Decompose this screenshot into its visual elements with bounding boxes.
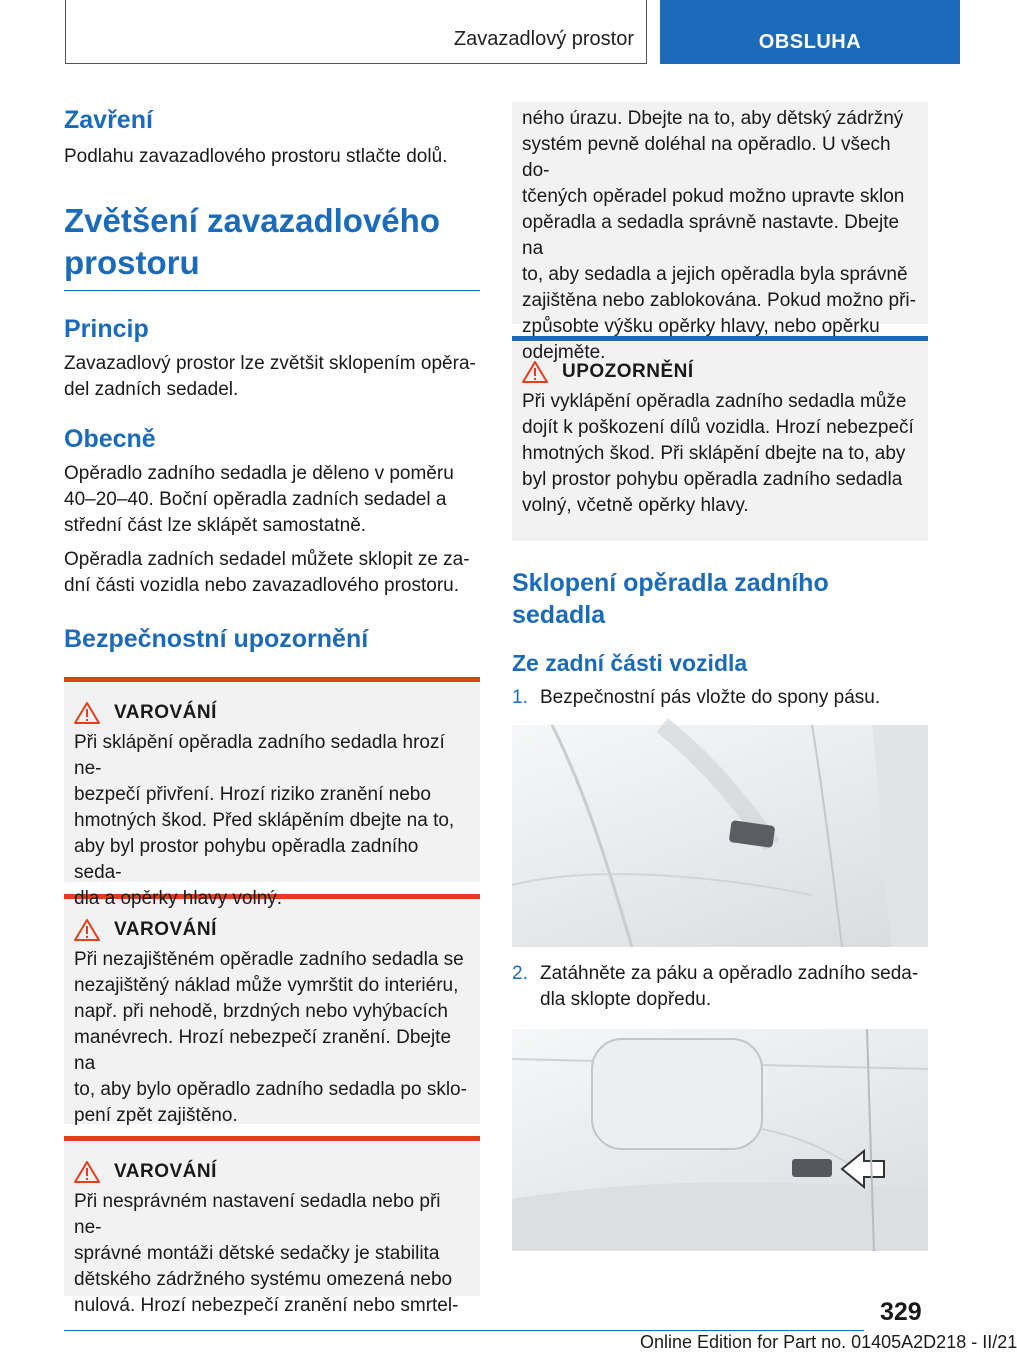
step-text: Bezpečnostní pás vložte do spony pásu.: [540, 687, 881, 708]
arrow-left-icon: [842, 1151, 884, 1187]
general-text-line: střední část lze sklápět samostatně.: [64, 515, 367, 536]
seat-belt-image: [512, 725, 928, 947]
closing-heading: Zavření: [64, 106, 153, 134]
warning-line: Při nezajištěném opěradle zadního sedadla se: [74, 949, 464, 970]
general-text-line: dní části vozidla nebo zavazadlového prostoru.: [64, 575, 460, 596]
warning-title-text: VAROVÁNÍ: [114, 919, 217, 940]
main-heading-line2: prostoru: [64, 244, 200, 281]
principle-text-line: Zavazadlový prostor lze zvětšit sklopením opěra-: [64, 353, 476, 374]
fold-heading-line: sedadla: [512, 601, 606, 629]
general-paragraph-1: [64, 461, 480, 539]
step-text-line: dla sklopte dopředu.: [540, 989, 712, 1010]
warning-line: to, aby bylo opěradlo zadního sedadla po sklo-: [74, 1079, 467, 1100]
warning-line: zajištěna nebo zablokována. Pokud možno při-: [522, 290, 916, 311]
warning-line: Při nesprávném nastavení sedadla nebo při ne-: [74, 1191, 441, 1238]
warning-line: systém pevně doléhal na opěradlo. U všech do-: [522, 134, 891, 181]
seat-lever-illustration: [512, 1029, 928, 1251]
notice-title-text: UPOZORNĚNÍ: [562, 361, 694, 382]
safety-heading: Bezpečnostní upozornění: [64, 625, 369, 653]
fold-heading: [512, 567, 928, 631]
principle-text: [64, 351, 480, 403]
notice-line: volný, včetně opěrky hlavy.: [522, 495, 749, 516]
caution-triangle-icon: [522, 361, 548, 383]
warning-continued-text: [522, 106, 918, 366]
seat-lever-image: [512, 1029, 928, 1251]
warning-line: Při sklápění opěradla zadního sedadla hrozí ne-: [74, 732, 445, 779]
warning-line: bezpečí přivření. Hrozí riziko zranění nebo: [74, 784, 431, 805]
general-text-line: Opěradlo zadního sedadla je děleno v poměru: [64, 463, 454, 484]
main-heading-line1: Zvětšení zavazadlového: [64, 202, 440, 239]
left-column: [64, 100, 480, 1316]
warning-line: opěradla a sedadla správně nastavte. Dbejte na: [522, 212, 900, 259]
warning-title: [74, 702, 470, 724]
warning-line: způsobte výšku opěrky hlavy, nebo opěrku: [522, 316, 880, 337]
warning-title: [74, 919, 470, 941]
warning-triangle-icon: [74, 1161, 100, 1183]
fold-heading-line: Sklopení opěradla zadního: [512, 569, 829, 597]
principle-heading: Princip: [64, 315, 149, 343]
general-text-line: 40–20–40. Boční opěradla zadních sedadel a: [64, 489, 447, 510]
notice-line: byl prostor pohybu opěradla zadního sedadla: [522, 469, 903, 490]
step-text-line: Zatáhněte za páku a opěradlo zadního seda-: [540, 963, 919, 984]
right-column: [512, 102, 928, 1251]
warning-line: dětského zádržného systému omezená nebo: [74, 1269, 453, 1290]
edition-text: Online Edition for Part no. 01405A2D218 - II/21: [640, 1332, 1017, 1352]
warning-line: ného úrazu. Dbejte na to, aby dětský zádržný: [522, 108, 904, 129]
step-number: 1.: [512, 687, 528, 708]
chapter-tab[interactable]: OBSLUHA: [660, 0, 960, 64]
warning-title: [74, 1161, 470, 1183]
notice-line: hmotných škod. Při sklápění dbejte na to, aby: [522, 443, 906, 464]
footer-rule: [64, 1330, 864, 1331]
rear-heading: Ze zadní části vozidla: [512, 650, 748, 676]
warning-box: [64, 1136, 480, 1316]
header-box: [65, 0, 647, 64]
heading-rule: [64, 290, 480, 291]
notice-box: [512, 336, 928, 541]
step-number: 2.: [512, 963, 528, 984]
warning-line: to, aby sedadla a jejich opěradla byla správně: [522, 264, 908, 285]
step-1: [512, 685, 928, 711]
warning-continued: [512, 102, 928, 363]
warning-line: např. při nehodě, brzdných nebo vyhýbacích: [74, 1001, 448, 1022]
page-number: 329: [880, 1298, 922, 1326]
warning-line: tčených opěradel pokud možno upravte sklon: [522, 186, 905, 207]
closing-text: Podlahu zavazadlového prostoru stlačte dolů.: [64, 146, 448, 167]
warning-line: dla a opěrky hlavy volný.: [74, 888, 283, 909]
principle-text-line: del zadních sedadel.: [64, 379, 239, 400]
warning-text: [74, 730, 470, 912]
main-heading: [64, 200, 480, 284]
step-text: [540, 961, 918, 1013]
warning-triangle-icon: [74, 919, 100, 941]
step-2: [512, 961, 928, 1013]
notice-text: [522, 389, 918, 519]
warning-triangle-icon: [74, 702, 100, 724]
section-title: Zavazadlový prostor: [453, 28, 634, 50]
general-paragraph-2: [64, 547, 480, 599]
notice-line: dojít k poškození dílů vozidla. Hrozí nebezpečí: [522, 417, 914, 438]
seat-belt-illustration: [512, 725, 928, 947]
warning-line: pení zpět zajištěno.: [74, 1105, 238, 1126]
warning-line: nezajištěný náklad může vymrštit do interiéru,: [74, 975, 459, 996]
warning-title-text: VAROVÁNÍ: [114, 1161, 217, 1182]
warning-line: správné montáži dětské sedačky je stabilita: [74, 1243, 440, 1264]
notice-title: [522, 361, 918, 383]
warning-line: manévrech. Hrozí nebezpečí zranění. Dbejte na: [74, 1027, 452, 1074]
warning-box: [64, 677, 480, 909]
general-text-line: Opěradla zadních sedadel můžete sklopit ze za-: [64, 549, 470, 570]
warning-text: [74, 947, 470, 1129]
warning-title-text: VAROVÁNÍ: [114, 702, 217, 723]
warning-line: odejměte.: [522, 342, 606, 363]
warning-text: [74, 1189, 470, 1319]
warning-line: aby byl prostor pohybu opěradla zadního seda-: [74, 836, 419, 883]
notice-line: Při vyklápění opěradla zadního sedadla může: [522, 391, 907, 412]
warning-line: hmotných škod. Před sklápěním dbejte na to,: [74, 810, 455, 831]
warning-box: [64, 894, 480, 1124]
warning-line: nulová. Hrozí nebezpečí zranění nebo smrtel-: [74, 1295, 459, 1316]
general-heading: Obecně: [64, 425, 156, 453]
